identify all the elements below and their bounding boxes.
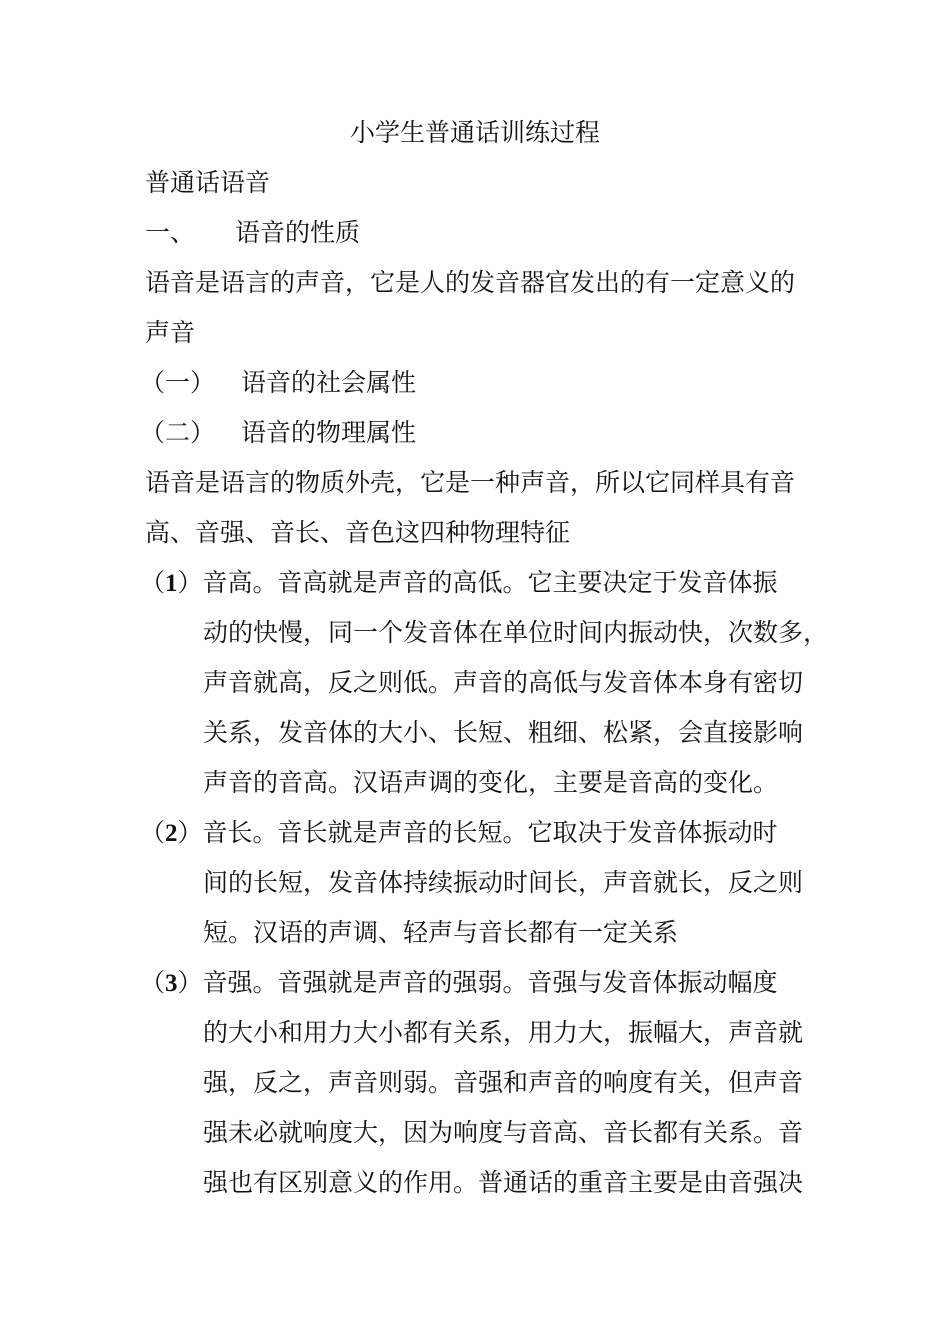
section-one-label: 语音的性质 — [235, 218, 361, 247]
item-intensity-line-3: 强，反之，声音则弱。音强和声音的响度有关，但声音 — [203, 1068, 804, 1097]
item-length-text: 音长。音长就是声音的长短。它取决于发音体振动时 — [202, 818, 778, 847]
document-title: 小学生普通话训练过程 — [349, 118, 600, 147]
intro-line-2: 声音 — [145, 318, 196, 347]
item-intensity-text: 音强。音强就是声音的强弱。音强与发音体振动幅度 — [202, 968, 778, 997]
item-length-line-1 — [140, 808, 778, 858]
item-pitch-line-3: 声音就高，反之则低。声音的高低与发音体本身有密切 — [203, 668, 804, 697]
item-pitch-line-1 — [140, 558, 778, 608]
item-pitch-line-4: 关系，发音体的大小、长短、粗细、松紧，会直接影响 — [203, 718, 804, 747]
subsection-physical — [140, 408, 416, 458]
item-length-number: （2） — [140, 818, 203, 847]
item-length-line-3: 短。汉语的声调、轻声与音长都有一定关系 — [203, 918, 679, 947]
item-pitch-line-2: 动的快慢，同一个发音体在单位时间内振动快，次数多， — [203, 618, 829, 647]
intro-line-1: 语音是语言的声音，它是人的发音器官发出的有一定意义的 — [145, 268, 796, 297]
item-intensity-number: （3） — [140, 968, 203, 997]
item-intensity-line-2: 的大小和用力大小都有关系，用力大，振幅大，声音就 — [203, 1018, 804, 1047]
item-length-line-2: 间的长短，发音体持续振动时间长，声音就长，反之则 — [203, 868, 804, 897]
subsection-social — [140, 358, 416, 408]
item-pitch-line-5: 声音的音高。汉语声调的变化，主要是音高的变化。 — [203, 768, 779, 797]
item-intensity-line-4: 强未必就响度大，因为响度与音高、音长都有关系。音 — [203, 1118, 804, 1147]
physical-line-2: 高、音强、音长、音色这四种物理特征 — [145, 518, 571, 547]
subsection-social-label: 语音的社会属性 — [241, 368, 417, 397]
section-one-heading — [145, 208, 360, 258]
physical-line-1: 语音是语言的物质外壳，它是一种声音，所以它同样具有音 — [145, 468, 796, 497]
item-intensity-line-1 — [140, 958, 778, 1008]
subsection-social-marker: （一） — [140, 368, 216, 397]
item-pitch-number: （1） — [140, 568, 203, 597]
item-pitch-text: 音高。音高就是声音的高低。它主要决定于发音体振 — [202, 568, 778, 597]
item-intensity-line-5: 强也有区别意义的作用。普通话的重音主要是由音强决 — [203, 1168, 804, 1197]
subsection-physical-label: 语音的物理属性 — [241, 418, 417, 447]
section-heading: 普通话语音 — [145, 168, 271, 197]
subsection-physical-marker: （二） — [140, 418, 216, 447]
section-one-marker: 一、 — [145, 218, 196, 247]
